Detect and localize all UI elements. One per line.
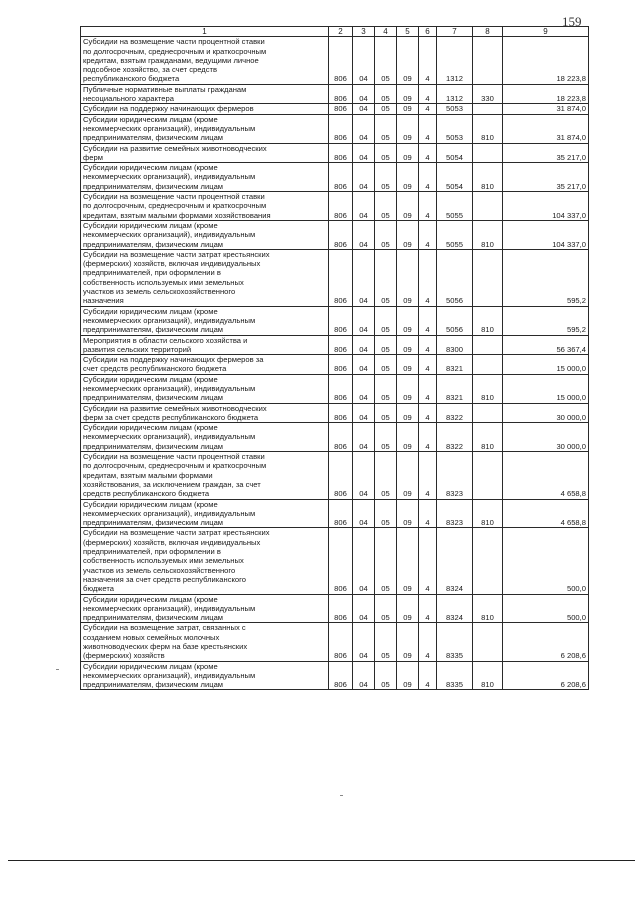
amount: 15 000,0 (503, 374, 589, 403)
code-target: 8324 (437, 594, 473, 623)
table-row (81, 594, 589, 623)
item-description: Субсидии на поддержку начинающих фермеров (81, 104, 329, 114)
code-ministry: 806 (329, 661, 353, 690)
code-section: 04 (353, 306, 375, 335)
table-header-row (81, 27, 589, 37)
code-subprogram: 4 (419, 374, 437, 403)
code-program: 09 (397, 143, 419, 163)
table-row (81, 452, 589, 499)
code-subprogram: 4 (419, 84, 437, 104)
amount: 595,2 (503, 249, 589, 306)
code-target: 1312 (437, 37, 473, 84)
code-section: 04 (353, 623, 375, 661)
code-expense-type: 810 (473, 374, 503, 403)
item-description: Субсидии юридическим лицам (кроме некоммерческих организаций), индивидуальным предпринимателям, физическим лицам (81, 499, 329, 528)
code-subsection: 05 (375, 114, 397, 143)
code-subsection: 05 (375, 452, 397, 499)
column-header: 8 (473, 27, 503, 37)
code-program: 09 (397, 423, 419, 452)
code-target: 8321 (437, 355, 473, 375)
code-subsection: 05 (375, 306, 397, 335)
item-description: Субсидии юридическим лицам (кроме некоммерческих организаций), индивидуальным предпринимателям, физическим лицам (81, 114, 329, 143)
code-expense-type: 810 (473, 661, 503, 690)
code-subsection: 05 (375, 661, 397, 690)
item-description: Субсидии на возмещение части затрат крестьянских (фермерских) хозяйств, включая индивидуальных предпринимателей, при оформлении в собственность используемых ими земельных участков из земель сельскохозяйственного назначения (81, 249, 329, 306)
code-target: 5055 (437, 192, 473, 221)
amount: 35 217,0 (503, 163, 589, 192)
code-expense-type (473, 403, 503, 423)
item-description: Публичные нормативные выплаты гражданам несоциального характера (81, 84, 329, 104)
amount: 104 337,0 (503, 220, 589, 249)
code-target: 5054 (437, 143, 473, 163)
code-target: 8323 (437, 452, 473, 499)
page-bottom-rule (8, 860, 635, 861)
code-expense-type: 810 (473, 594, 503, 623)
code-program: 09 (397, 163, 419, 192)
amount: 35 217,0 (503, 143, 589, 163)
code-program: 09 (397, 114, 419, 143)
code-section: 04 (353, 374, 375, 403)
amount: 31 874,0 (503, 114, 589, 143)
code-target: 8323 (437, 499, 473, 528)
code-subsection: 05 (375, 374, 397, 403)
code-expense-type (473, 249, 503, 306)
code-section: 04 (353, 661, 375, 690)
column-header: 6 (419, 27, 437, 37)
code-section: 04 (353, 335, 375, 355)
table-row (81, 661, 589, 690)
code-expense-type (473, 623, 503, 661)
code-ministry: 806 (329, 623, 353, 661)
code-target: 1312 (437, 84, 473, 104)
code-ministry: 806 (329, 84, 353, 104)
item-description: Субсидии на возмещение части процентной ставки по долгосрочным, среднесрочным и краткосрочным кредитам, взятым малыми формами хозяйствования (81, 192, 329, 221)
code-expense-type (473, 192, 503, 221)
item-description: Субсидии на поддержку начинающих фермеров за счет средств республиканского бюджета (81, 355, 329, 375)
item-description: Субсидии юридическим лицам (кроме некоммерческих организаций), индивидуальным предпринимателям, физическим лицам (81, 374, 329, 403)
code-program: 09 (397, 623, 419, 661)
table-row (81, 192, 589, 221)
code-expense-type: 810 (473, 306, 503, 335)
table-row (81, 306, 589, 335)
amount: 15 000,0 (503, 355, 589, 375)
code-section: 04 (353, 37, 375, 84)
code-program: 09 (397, 84, 419, 104)
code-program: 09 (397, 661, 419, 690)
code-program: 09 (397, 355, 419, 375)
code-subsection: 05 (375, 623, 397, 661)
amount: 104 337,0 (503, 192, 589, 221)
code-expense-type: 810 (473, 163, 503, 192)
code-subsection: 05 (375, 499, 397, 528)
code-program: 09 (397, 374, 419, 403)
code-section: 04 (353, 423, 375, 452)
scan-speck (340, 795, 343, 796)
code-expense-type (473, 143, 503, 163)
code-subsection: 05 (375, 423, 397, 452)
code-subsection: 05 (375, 192, 397, 221)
item-description: Субсидии на возмещение части процентной ставки по долгосрочным, среднесрочным и краткосрочным кредитам, взятым малыми формами хозяйствования, за исключением граждан, за счет средств республиканского бюджета (81, 452, 329, 499)
amount: 18 223,8 (503, 37, 589, 84)
scan-speck (56, 669, 59, 670)
table-row (81, 249, 589, 306)
amount: 4 658,8 (503, 499, 589, 528)
code-subsection: 05 (375, 594, 397, 623)
column-header: 5 (397, 27, 419, 37)
code-subsection: 05 (375, 143, 397, 163)
code-ministry: 806 (329, 104, 353, 114)
column-header: 9 (503, 27, 589, 37)
table-row (81, 143, 589, 163)
item-description: Мероприятия в области сельского хозяйства и развития сельских территорий (81, 335, 329, 355)
item-description: Субсидии юридическим лицам (кроме некоммерческих организаций), индивидуальным предпринимателям, физическим лицам (81, 163, 329, 192)
item-description: Субсидии юридическим лицам (кроме некоммерческих организаций), индивидуальным предпринимателям, физическим лицам (81, 306, 329, 335)
code-program: 09 (397, 192, 419, 221)
code-ministry: 806 (329, 594, 353, 623)
code-subprogram: 4 (419, 452, 437, 499)
code-program: 09 (397, 306, 419, 335)
code-ministry: 806 (329, 114, 353, 143)
code-ministry: 806 (329, 528, 353, 594)
table-row (81, 499, 589, 528)
item-description: Субсидии на развитие семейных животноводческих ферм (81, 143, 329, 163)
code-section: 04 (353, 528, 375, 594)
amount: 595,2 (503, 306, 589, 335)
code-program: 09 (397, 220, 419, 249)
item-description: Субсидии юридическим лицам (кроме некоммерческих организаций), индивидуальным предпринимателям, физическим лицам (81, 594, 329, 623)
item-description: Субсидии на возмещение части затрат крестьянских (фермерских) хозяйств, включая индивидуальных предпринимателей, при оформлении в собственность используемых ими земельных участков из земель сельскохозяйственного назначения за счет средств республиканского бюджета (81, 528, 329, 594)
column-header: 2 (329, 27, 353, 37)
code-target: 5055 (437, 220, 473, 249)
code-subsection: 05 (375, 249, 397, 306)
amount: 31 874,0 (503, 104, 589, 114)
code-ministry: 806 (329, 306, 353, 335)
amount: 500,0 (503, 528, 589, 594)
code-expense-type (473, 104, 503, 114)
code-subsection: 05 (375, 37, 397, 84)
code-target: 5056 (437, 249, 473, 306)
code-subprogram: 4 (419, 499, 437, 528)
code-subprogram: 4 (419, 594, 437, 623)
code-target: 8335 (437, 623, 473, 661)
table-row (81, 220, 589, 249)
code-program: 09 (397, 104, 419, 114)
code-subprogram: 4 (419, 143, 437, 163)
table-row (81, 423, 589, 452)
code-target: 8322 (437, 403, 473, 423)
code-expense-type (473, 452, 503, 499)
code-subsection: 05 (375, 335, 397, 355)
code-target: 5053 (437, 114, 473, 143)
code-ministry: 806 (329, 143, 353, 163)
amount: 6 208,6 (503, 661, 589, 690)
code-subprogram: 4 (419, 335, 437, 355)
code-program: 09 (397, 37, 419, 84)
code-target: 8322 (437, 423, 473, 452)
code-section: 04 (353, 84, 375, 104)
table-row (81, 355, 589, 375)
item-description: Субсидии юридическим лицам (кроме некоммерческих организаций), индивидуальным предпринимателям, физическим лицам (81, 220, 329, 249)
code-ministry: 806 (329, 249, 353, 306)
table-row (81, 163, 589, 192)
code-program: 09 (397, 594, 419, 623)
amount: 18 223,8 (503, 84, 589, 104)
code-subprogram: 4 (419, 528, 437, 594)
column-header: 1 (81, 27, 329, 37)
code-program: 09 (397, 452, 419, 499)
code-expense-type: 810 (473, 114, 503, 143)
column-header: 7 (437, 27, 473, 37)
code-ministry: 806 (329, 192, 353, 221)
code-section: 04 (353, 143, 375, 163)
table-row (81, 374, 589, 403)
table-row (81, 403, 589, 423)
code-ministry: 806 (329, 355, 353, 375)
code-expense-type: 810 (473, 220, 503, 249)
amount: 30 000,0 (503, 403, 589, 423)
item-description: Субсидии на возмещение затрат, связанных с созданием новых семейных молочных животноводческих ферм на базе крестьянских (фермерских) хозяйств (81, 623, 329, 661)
code-program: 09 (397, 499, 419, 528)
code-ministry: 806 (329, 335, 353, 355)
amount: 4 658,8 (503, 452, 589, 499)
code-expense-type: 810 (473, 423, 503, 452)
code-section: 04 (353, 220, 375, 249)
amount: 56 367,4 (503, 335, 589, 355)
code-subsection: 05 (375, 355, 397, 375)
code-subprogram: 4 (419, 423, 437, 452)
column-header: 4 (375, 27, 397, 37)
table-row (81, 623, 589, 661)
code-expense-type: 810 (473, 499, 503, 528)
code-target: 8335 (437, 661, 473, 690)
code-subsection: 05 (375, 104, 397, 114)
code-ministry: 806 (329, 220, 353, 249)
page-number: 159 (562, 14, 582, 29)
code-subprogram: 4 (419, 623, 437, 661)
amount: 30 000,0 (503, 423, 589, 452)
code-subprogram: 4 (419, 306, 437, 335)
code-subprogram: 4 (419, 403, 437, 423)
code-section: 04 (353, 104, 375, 114)
code-subprogram: 4 (419, 192, 437, 221)
code-expense-type (473, 335, 503, 355)
item-description: Субсидии юридическим лицам (кроме некоммерческих организаций), индивидуальным предпринимателям, физическим лицам (81, 423, 329, 452)
code-section: 04 (353, 249, 375, 306)
code-section: 04 (353, 499, 375, 528)
table-row (81, 114, 589, 143)
code-ministry: 806 (329, 452, 353, 499)
code-subprogram: 4 (419, 163, 437, 192)
code-target: 5056 (437, 306, 473, 335)
code-section: 04 (353, 403, 375, 423)
code-expense-type (473, 355, 503, 375)
table-row (81, 37, 589, 84)
code-ministry: 806 (329, 403, 353, 423)
code-section: 04 (353, 355, 375, 375)
amount: 6 208,6 (503, 623, 589, 661)
code-expense-type (473, 37, 503, 84)
code-target: 5053 (437, 104, 473, 114)
code-ministry: 806 (329, 37, 353, 84)
code-subprogram: 4 (419, 220, 437, 249)
code-section: 04 (353, 452, 375, 499)
code-ministry: 806 (329, 423, 353, 452)
code-section: 04 (353, 114, 375, 143)
code-target: 8324 (437, 528, 473, 594)
code-subsection: 05 (375, 403, 397, 423)
code-subprogram: 4 (419, 114, 437, 143)
amount: 500,0 (503, 594, 589, 623)
item-description: Субсидии на возмещение части процентной ставки по долгосрочным, среднесрочным и краткосрочным кредитам, взятым гражданами, ведущими личное подсобное хозяйство, за счет средств республиканского бюджета (81, 37, 329, 84)
table-row (81, 104, 589, 114)
code-subsection: 05 (375, 84, 397, 104)
code-program: 09 (397, 249, 419, 306)
column-header: 3 (353, 27, 375, 37)
code-ministry: 806 (329, 499, 353, 528)
table-row (81, 528, 589, 594)
code-target: 5054 (437, 163, 473, 192)
code-target: 8321 (437, 374, 473, 403)
code-subsection: 05 (375, 220, 397, 249)
code-section: 04 (353, 192, 375, 221)
code-expense-type (473, 528, 503, 594)
code-subprogram: 4 (419, 355, 437, 375)
code-subsection: 05 (375, 163, 397, 192)
code-ministry: 806 (329, 163, 353, 192)
item-description: Субсидии юридическим лицам (кроме некоммерческих организаций), индивидуальным предпринимателям, физическим лицам (81, 661, 329, 690)
table-row (81, 84, 589, 104)
code-program: 09 (397, 403, 419, 423)
table-row (81, 335, 589, 355)
budget-table (80, 26, 589, 690)
code-subprogram: 4 (419, 661, 437, 690)
code-program: 09 (397, 335, 419, 355)
code-expense-type: 330 (473, 84, 503, 104)
code-program: 09 (397, 528, 419, 594)
code-subprogram: 4 (419, 249, 437, 306)
code-target: 8300 (437, 335, 473, 355)
item-description: Субсидии на развитие семейных животноводческих ферм за счет средств республиканского бюджета (81, 403, 329, 423)
code-section: 04 (353, 594, 375, 623)
code-subprogram: 4 (419, 104, 437, 114)
code-section: 04 (353, 163, 375, 192)
code-subsection: 05 (375, 528, 397, 594)
code-ministry: 806 (329, 374, 353, 403)
code-subprogram: 4 (419, 37, 437, 84)
